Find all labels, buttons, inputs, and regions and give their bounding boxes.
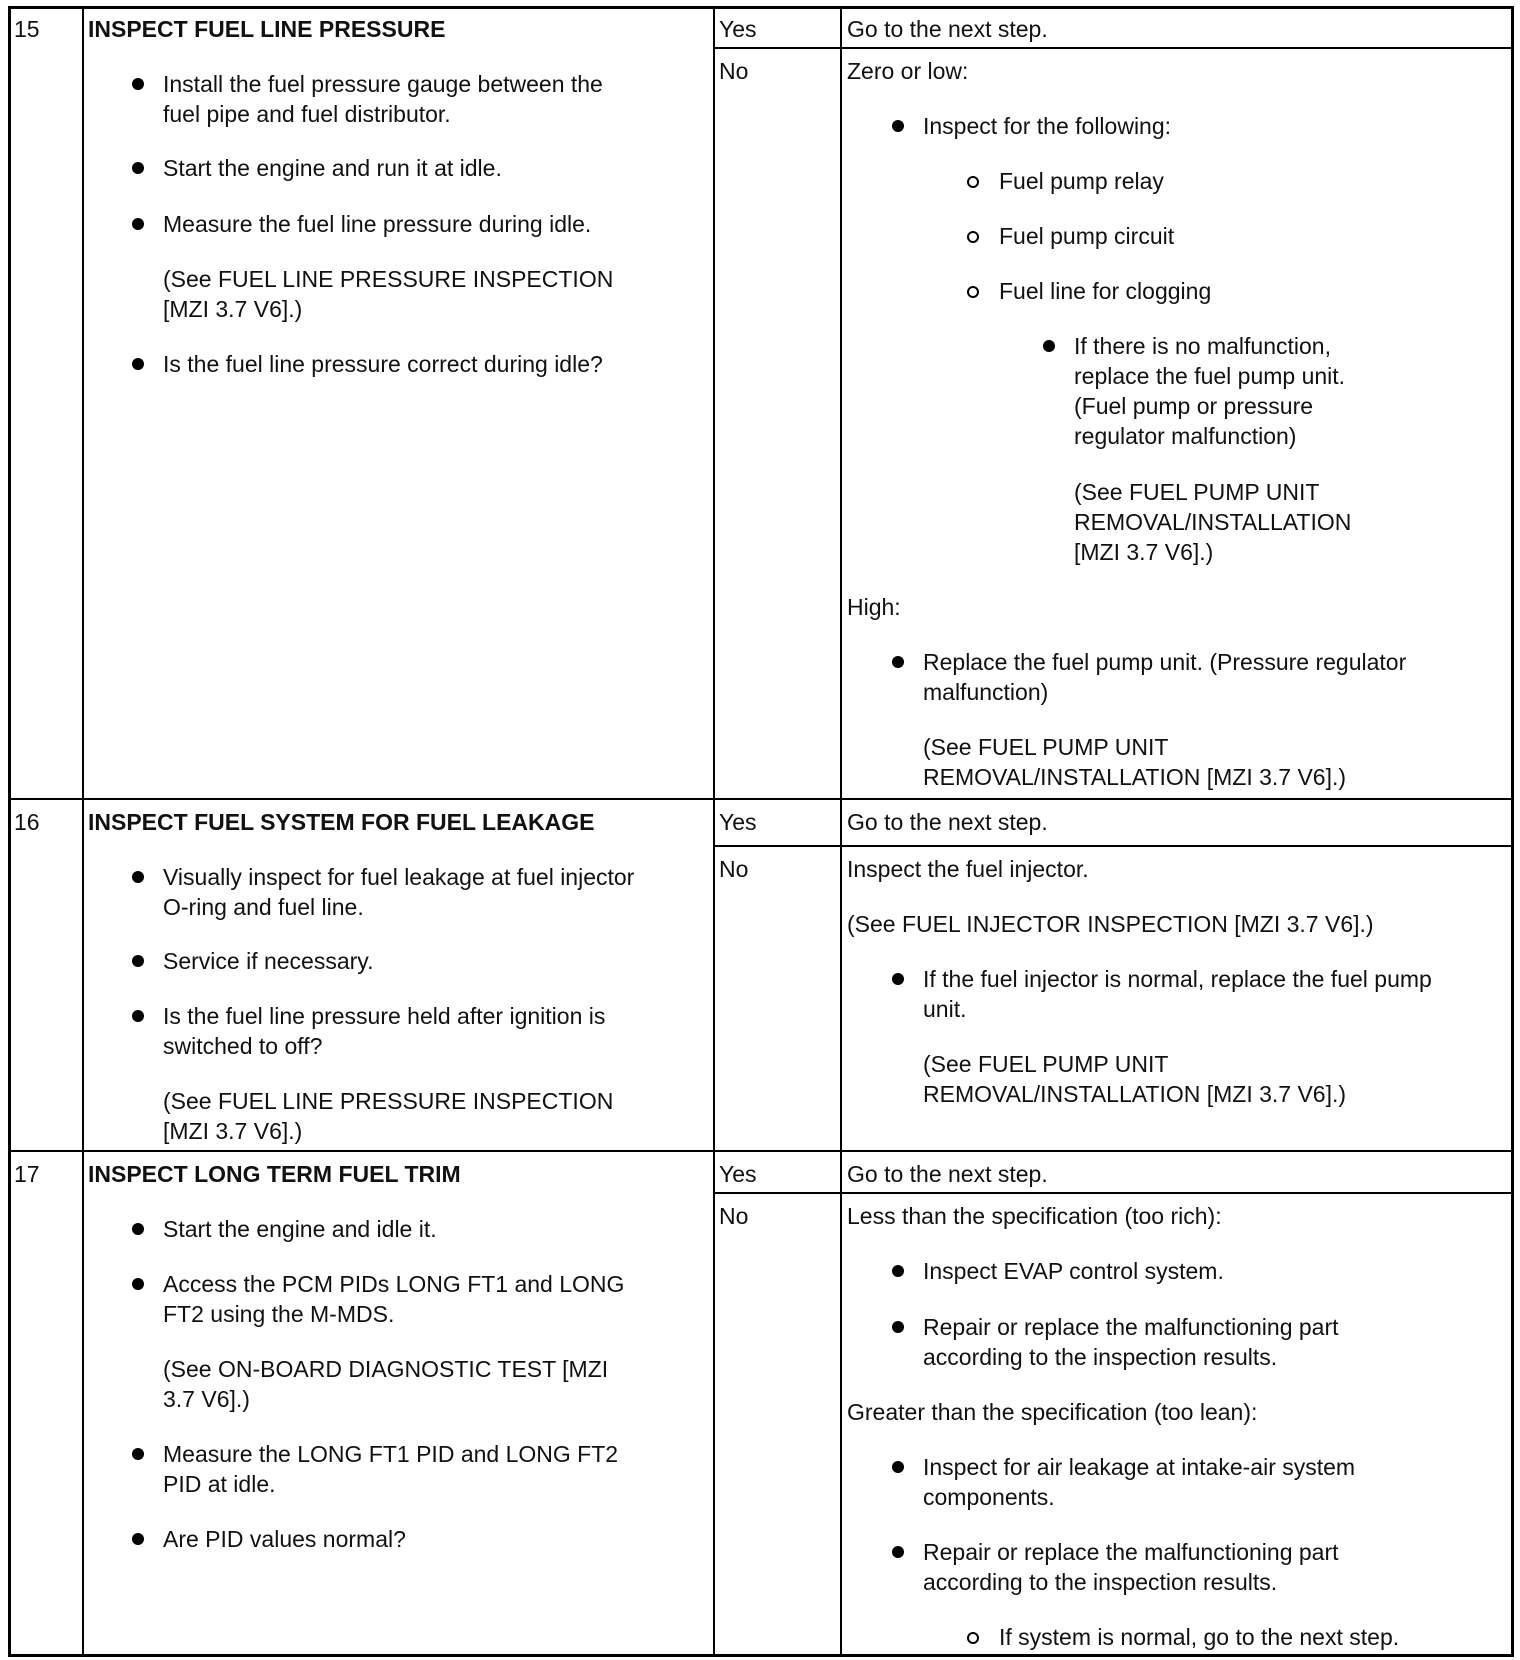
procedure-line: Is the fuel line pressure correct during idle? (163, 351, 603, 377)
step-title: INSPECT FUEL SYSTEM FOR FUEL LEAKAGE (88, 809, 595, 835)
sub-bullet-icon (967, 176, 979, 188)
no-action-line: malfunction) (923, 679, 1049, 705)
no-action-line: If there is no malfunction, (1074, 333, 1331, 359)
bullet-icon (132, 78, 144, 90)
procedure-reference: [MZI 3.7 V6].) (163, 1118, 303, 1144)
table-border-bottom (8, 1654, 1514, 1657)
no-action-reference: (See FUEL INJECTOR INSPECTION [MZI 3.7 V6].) (847, 911, 1374, 937)
no-action-heading: High: (847, 594, 901, 620)
bullet-icon (132, 1448, 144, 1460)
procedure-line: Is the fuel line pressure held after ignition is (163, 1003, 606, 1029)
yes-action: Go to the next step. (847, 1161, 1048, 1187)
procedure-line: Service if necessary. (163, 948, 374, 974)
no-action-line: Repair or replace the malfunctioning part (923, 1314, 1339, 1340)
step-title: INSPECT FUEL LINE PRESSURE (88, 16, 446, 42)
no-action-reference: REMOVAL/INSTALLATION [MZI 3.7 V6].) (923, 1081, 1347, 1107)
procedure-line: Install the fuel pressure gauge between the (163, 71, 603, 97)
step-number: 17 (14, 1161, 40, 1187)
bullet-icon (892, 120, 904, 132)
no-action-line: Replace the fuel pump unit. (Pressure regulator (923, 649, 1407, 675)
bullet-icon (132, 1278, 144, 1290)
bullet-icon (132, 955, 144, 967)
bullet-icon (892, 1321, 904, 1333)
no-action-line: regulator malfunction) (1074, 423, 1297, 449)
bullet-icon (132, 358, 144, 370)
no-action-line: Inspect EVAP control system. (923, 1258, 1224, 1284)
procedure-line: PID at idle. (163, 1471, 276, 1497)
no-action-line: unit. (923, 996, 967, 1022)
bullet-icon (132, 218, 144, 230)
no-action-line: (Fuel pump or pressure (1074, 393, 1314, 419)
procedure-line: Start the engine and idle it. (163, 1216, 437, 1242)
sub-bullet-icon (967, 231, 979, 243)
bullet-icon (1043, 340, 1055, 352)
no-action-heading: Greater than the specification (too lean): (847, 1399, 1258, 1425)
step-title: INSPECT LONG TERM FUEL TRIM (88, 1161, 461, 1187)
no-action-line: Fuel pump circuit (999, 223, 1175, 249)
no-action-heading: Inspect the fuel injector. (847, 856, 1089, 882)
procedure-reference: [MZI 3.7 V6].) (163, 296, 303, 322)
no-action-line: Repair or replace the malfunctioning part (923, 1539, 1339, 1565)
procedure-line: Start the engine and run it at idle. (163, 155, 502, 181)
bullet-icon (132, 1533, 144, 1545)
procedure-line: Access the PCM PIDs LONG FT1 and LONG (163, 1271, 625, 1297)
yes-action: Go to the next step. (847, 16, 1048, 42)
column-divider-procedure (713, 6, 715, 1657)
procedure-line: FT2 using the M-MDS. (163, 1301, 395, 1327)
yes-label: Yes (719, 809, 757, 835)
yes-no-divider-15 (713, 47, 1514, 49)
bullet-icon (892, 1461, 904, 1473)
no-label: No (719, 58, 749, 84)
no-label: No (719, 1203, 749, 1229)
procedure-line: switched to off? (163, 1033, 323, 1059)
no-action-line: according to the inspection results. (923, 1344, 1278, 1370)
row-divider-15-16 (8, 798, 1514, 800)
no-action-line: If system is normal, go to the next step. (999, 1624, 1400, 1650)
yes-no-divider-17 (713, 1192, 1514, 1194)
no-action-line: Fuel pump relay (999, 168, 1164, 194)
yes-label: Yes (719, 16, 757, 42)
bullet-icon (132, 1010, 144, 1022)
no-action-reference: [MZI 3.7 V6].) (1074, 539, 1214, 565)
procedure-reference: (See FUEL LINE PRESSURE INSPECTION (163, 266, 614, 292)
no-action-reference: REMOVAL/INSTALLATION [MZI 3.7 V6].) (923, 764, 1347, 790)
table-border-right (1511, 6, 1514, 1657)
column-divider-number (82, 6, 84, 1657)
bullet-icon (892, 973, 904, 985)
sub-bullet-icon (967, 286, 979, 298)
procedure-line: Measure the fuel line pressure during idle. (163, 211, 592, 237)
no-action-line: components. (923, 1484, 1055, 1510)
bullet-icon (132, 871, 144, 883)
no-action-reference: (See FUEL PUMP UNIT (923, 734, 1169, 760)
bullet-icon (132, 162, 144, 174)
procedure-line: fuel pipe and fuel distributor. (163, 101, 451, 127)
no-action-line: Fuel line for clogging (999, 278, 1212, 304)
bullet-icon (892, 1546, 904, 1558)
no-action-heading: Less than the specification (too rich): (847, 1203, 1222, 1229)
no-action-line: according to the inspection results. (923, 1569, 1278, 1595)
yes-no-divider-16 (713, 845, 1514, 847)
procedure-line: Measure the LONG FT1 PID and LONG FT2 (163, 1441, 619, 1467)
procedure-reference: 3.7 V6].) (163, 1386, 250, 1412)
step-number: 16 (14, 809, 40, 835)
no-action-heading: Zero or low: (847, 58, 969, 84)
bullet-icon (892, 656, 904, 668)
no-label: No (719, 856, 749, 882)
procedure-reference: (See FUEL LINE PRESSURE INSPECTION (163, 1088, 614, 1114)
no-action-reference: (See FUEL PUMP UNIT (1074, 479, 1320, 505)
no-action-line: Inspect for air leakage at intake-air system (923, 1454, 1356, 1480)
procedure-line: Visually inspect for fuel leakage at fuel injector (163, 864, 635, 890)
no-action-line: Inspect for the following: (923, 113, 1172, 139)
procedure-reference: (See ON-BOARD DIAGNOSTIC TEST [MZI (163, 1356, 609, 1382)
no-action-reference: (See FUEL PUMP UNIT (923, 1051, 1169, 1077)
column-divider-result (840, 6, 842, 1657)
table-border-left (8, 6, 11, 1657)
no-action-line: If the fuel injector is normal, replace the fuel pump (923, 966, 1432, 992)
procedure-line: O-ring and fuel line. (163, 894, 364, 920)
no-action-reference: REMOVAL/INSTALLATION (1074, 509, 1352, 535)
step-number: 15 (14, 16, 40, 42)
yes-label: Yes (719, 1161, 757, 1187)
table-border-top (8, 6, 1514, 9)
sub-bullet-icon (967, 1632, 979, 1644)
procedure-line: Are PID values normal? (163, 1526, 406, 1552)
bullet-icon (132, 1223, 144, 1235)
row-divider-16-17 (8, 1150, 1514, 1152)
yes-action: Go to the next step. (847, 809, 1048, 835)
bullet-icon (892, 1265, 904, 1277)
no-action-line: replace the fuel pump unit. (1074, 363, 1346, 389)
